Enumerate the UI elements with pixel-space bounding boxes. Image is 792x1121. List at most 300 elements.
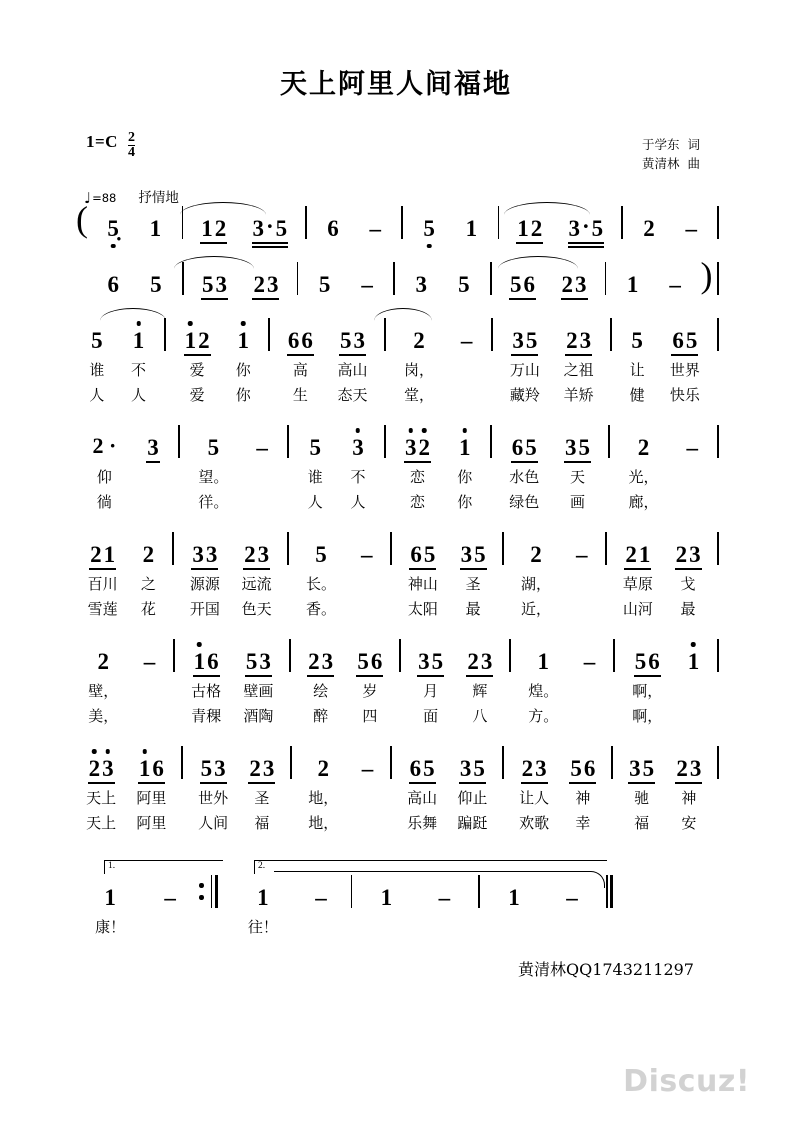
lyric-cell: 地， 地，: [308, 789, 339, 832]
note-number: 6: [107, 272, 120, 297]
note-number: 3: [192, 542, 204, 567]
note-number: 2: [521, 756, 534, 781]
note: [76, 639, 130, 729]
note-number: 1: [537, 649, 549, 674]
lyric-cell: 岗， 堂，: [403, 361, 434, 404]
note-number: 5: [509, 272, 522, 297]
note-group: [76, 746, 126, 836]
barline: [384, 318, 386, 351]
beamed-pair: [459, 757, 486, 780]
note-number: 2: [317, 756, 329, 781]
note: [185, 425, 242, 515]
note-number: 1: [257, 885, 269, 910]
note-sustain-dash: –: [361, 756, 374, 781]
beamed-pair: [245, 650, 272, 673]
note-group: [618, 746, 665, 836]
note-number: 5: [245, 649, 258, 674]
note-number: 5: [578, 435, 591, 460]
beamed-pair: [248, 757, 275, 780]
note-sustain-dash: –: [315, 885, 327, 910]
note-number: 3: [568, 216, 580, 241]
note-number: 3: [321, 649, 334, 674]
lyric-cell: 世界 快乐: [669, 361, 700, 404]
note-group: [180, 639, 232, 729]
barline: [717, 425, 719, 458]
note-number: 6: [523, 272, 535, 297]
measure: [228, 875, 348, 940]
note-number: 1: [380, 885, 393, 910]
note-number: 1: [104, 885, 116, 910]
note-number: 3: [405, 435, 417, 460]
note: [76, 875, 144, 940]
note-number: 5̣: [107, 216, 119, 241]
lyric-cell: 源源 开国: [189, 575, 220, 618]
beamed-pair: [511, 436, 538, 459]
beamed-pair: [675, 543, 702, 566]
note: [294, 425, 337, 515]
measure: [613, 425, 714, 515]
note-number: 5: [570, 756, 582, 781]
lyric-cell: 康！: [95, 918, 126, 936]
note-number: 3: [565, 435, 577, 460]
note: [415, 875, 473, 940]
lyric-cell: [691, 679, 696, 729]
lyric-cell: 世外 人间: [198, 789, 229, 832]
barline: [717, 532, 719, 565]
note-number: 6: [672, 328, 684, 353]
beamed-pair: [138, 757, 165, 780]
barline: [717, 318, 719, 351]
beamed-pair: [409, 543, 436, 566]
note-number: 3: [459, 756, 472, 781]
measure: [389, 425, 487, 515]
beamed-pair: [193, 650, 220, 673]
note: [563, 532, 600, 622]
note-number: 2: [643, 216, 655, 241]
measure: [355, 875, 475, 940]
note-number: 6: [511, 435, 524, 460]
measure: [502, 206, 618, 240]
intro-close-paren: ): [700, 255, 713, 295]
barline: [717, 206, 719, 239]
note: [617, 318, 657, 408]
note: [447, 318, 486, 408]
note-number: 3: [418, 649, 430, 674]
note: [391, 318, 447, 408]
note-number: 2: [214, 216, 227, 241]
note-number: 3: [415, 272, 428, 297]
note-number: 1: [626, 272, 639, 297]
tempo-marking: [84, 186, 179, 206]
note: [133, 425, 173, 515]
beamed-pair: [191, 543, 218, 566]
lyric-cell: [168, 915, 173, 940]
note: [92, 206, 134, 240]
lyric-cell: 阿里 阿里: [136, 789, 167, 832]
note-number: 6: [370, 649, 383, 674]
lyric-cell: 让人 欢歌: [519, 789, 550, 832]
note-number: 5: [423, 756, 435, 781]
measure: [610, 532, 714, 622]
note-group: [552, 318, 606, 408]
barline: [181, 746, 183, 779]
note-sustain-dash: –: [686, 435, 698, 460]
barline: [287, 425, 289, 458]
note-number: 2: [676, 756, 688, 781]
beamed-pair: [200, 757, 227, 780]
note-group: [548, 262, 600, 296]
lyric-cell: 往！: [247, 918, 278, 936]
measure: [618, 639, 714, 729]
note-number: 5: [634, 649, 647, 674]
note-group: [391, 425, 444, 515]
note-number: 5: [431, 649, 444, 674]
barline: [290, 746, 292, 779]
lyric-cell: 水色 绿色: [509, 468, 540, 511]
note: [516, 639, 570, 729]
note: [76, 425, 133, 515]
note-number: 5: [318, 272, 331, 297]
barline: [502, 532, 504, 565]
note: [654, 262, 697, 296]
measure: [495, 425, 605, 515]
note-number: 3: [266, 272, 279, 297]
lyric-cell: 万山 藏羚: [509, 361, 540, 404]
volta-1-label: 1.: [108, 861, 116, 871]
barline: [305, 206, 307, 239]
lyric-cell: 神山 太阳: [407, 575, 438, 618]
note-group: [232, 639, 284, 729]
note-number: 3: [575, 272, 587, 297]
note: [615, 425, 672, 515]
note-group: [664, 532, 713, 622]
note-number: 5: [423, 542, 436, 567]
barline: [393, 262, 395, 295]
note-number: 5: [525, 328, 538, 353]
barline: [390, 532, 392, 565]
beamed-pair: [243, 543, 270, 566]
measure: [295, 746, 387, 836]
score-system-verse-1: [74, 318, 722, 425]
beamed-pair: [287, 329, 314, 352]
barline: [490, 425, 492, 458]
lyric-cell: 神 幸: [575, 789, 591, 832]
beamed-pair: [200, 217, 227, 240]
final-barline: [606, 875, 608, 908]
lyric-cell: [464, 358, 469, 408]
barline: [182, 262, 184, 295]
lyric-cell: 古格 青稞: [191, 682, 222, 725]
note-group: [296, 639, 345, 729]
note-number: 5: [591, 216, 604, 241]
note-number: 3: [512, 328, 524, 353]
note-sustain-dash: –: [669, 272, 681, 297]
beamed-pair: [671, 329, 698, 352]
note-number: 5: [474, 542, 486, 567]
lyric-cell: 辉 八: [472, 682, 488, 725]
note-number: 5: [423, 216, 435, 241]
measure: [90, 206, 179, 240]
lyric-cell: 湖， 近，: [520, 575, 551, 618]
lyric-cell: 不 人: [131, 361, 147, 404]
note-number: 1: [458, 435, 471, 460]
beamed-pair: [511, 329, 538, 352]
barline: [401, 206, 403, 239]
note: [135, 262, 178, 296]
note-number: 6: [648, 649, 660, 674]
note-group: [406, 639, 455, 729]
note-number: 2: [530, 542, 542, 567]
note-group: [509, 746, 559, 836]
note-number: 5: [150, 272, 162, 297]
lyric-cell: 神 安: [681, 789, 697, 832]
note-group: [497, 425, 552, 515]
page-title: 天上阿里人间福地: [280, 69, 512, 100]
barline: [268, 318, 270, 351]
volta-bracket-2: [254, 860, 607, 874]
measure: [495, 262, 602, 296]
note-number: 3: [147, 435, 159, 460]
note: [408, 206, 450, 240]
lyric-cell: 绘 醉: [313, 682, 329, 725]
measure: [514, 639, 610, 729]
lyric-cell: 让 健: [629, 361, 645, 404]
lyric-cell: 高山 乐舞: [407, 789, 438, 832]
note-number: 2: [625, 542, 637, 567]
note-number: 5: [201, 272, 214, 297]
measure: [74, 318, 161, 408]
barline: [490, 262, 492, 295]
measure: [292, 532, 387, 622]
lyric-cell: [579, 572, 584, 622]
note-group: [171, 318, 223, 408]
lyric-cell: [364, 572, 369, 622]
lyric-cell: [365, 786, 370, 836]
beamed-dotted-pair: [252, 214, 289, 240]
note: [444, 425, 485, 515]
note-number: 5: [685, 328, 698, 353]
beamed-pair: [634, 650, 661, 673]
note-number: 1: [149, 216, 162, 241]
lyric-cell: 圣 福: [254, 789, 270, 832]
barline: [182, 206, 184, 239]
repeat-end-barline: [215, 875, 218, 908]
note-number: 5: [91, 328, 103, 353]
lyric-cell: 仰止 蹁跹: [457, 789, 488, 832]
watermark: Discuz!: [623, 1064, 750, 1099]
note-number: 6: [327, 216, 339, 241]
note-number: 5: [340, 328, 352, 353]
quarter-note-icon: ♩: [84, 189, 92, 207]
measure: [74, 532, 169, 622]
measure: [294, 639, 396, 729]
note-group: [240, 262, 292, 296]
lyric-cell: 不 人: [350, 468, 366, 511]
barline: [610, 318, 612, 351]
credits-block: [642, 135, 700, 174]
note-number: 5: [207, 435, 220, 460]
score-system-verse-2: [74, 425, 722, 532]
note-group: [76, 532, 129, 622]
footer-signature: 黄清林QQ1743211297: [517, 960, 694, 979]
lyric-cell: 驰 福: [634, 789, 650, 832]
augmentation-dot: ·: [266, 214, 274, 239]
note-group: [188, 746, 238, 836]
note-group: [497, 262, 549, 296]
measure: [395, 532, 499, 622]
note-number: 3: [215, 272, 227, 297]
note-number: 1: [687, 649, 700, 674]
note: [92, 262, 135, 296]
beamed-pair: [409, 757, 436, 780]
note-group: [559, 746, 606, 836]
measure: [616, 746, 714, 836]
lyric-cell: 草原 山河: [622, 575, 653, 618]
score-system-verse-3: [74, 532, 722, 639]
barline: [491, 318, 493, 351]
lyric-cell: [690, 465, 695, 515]
note: [543, 875, 601, 940]
lyric-cell: 长。 香。: [306, 575, 337, 618]
note: [570, 639, 608, 729]
beamed-pair: [565, 329, 592, 352]
volta-bracket-1: [104, 860, 223, 874]
barline: [613, 639, 615, 672]
lyric-cell: 百川 雪莲: [87, 575, 118, 618]
note-number: 6: [207, 649, 219, 674]
lyric-cell: 之 花: [140, 575, 156, 618]
barline: [605, 532, 607, 565]
note-sustain-dash: –: [575, 542, 588, 567]
note-number: 2: [561, 272, 573, 297]
note: [509, 532, 563, 622]
note: [628, 206, 670, 240]
beamed-pair: [521, 757, 548, 780]
tempo-bpm: [84, 188, 116, 206]
barline: [509, 639, 511, 672]
note-number: 2: [88, 756, 101, 781]
note-sustain-dash: –: [685, 216, 698, 241]
lyric-cell: [384, 915, 389, 940]
note-group: [449, 532, 498, 622]
note-number: 3: [205, 542, 218, 567]
note-number: 3: [352, 435, 364, 460]
note: [144, 875, 196, 940]
note: [485, 875, 543, 940]
note-group: [612, 532, 664, 622]
lyric-cell: 你 你: [235, 361, 251, 404]
note: [129, 532, 167, 622]
beamed-pair: [564, 436, 591, 459]
barline: [172, 532, 174, 565]
note-number: 2: [90, 542, 102, 567]
note: [443, 262, 486, 296]
composer-credit: 黄清林 曲: [642, 156, 700, 172]
measure: [74, 639, 170, 729]
measure: [609, 262, 698, 296]
note-number: 3: [262, 756, 275, 781]
lyric-cell: 之祖 羊矫: [563, 361, 594, 404]
lyric-cell: 天上 天上: [86, 789, 117, 832]
note-number: 3: [629, 756, 641, 781]
note-number: 3: [689, 756, 702, 781]
dotted-note: 2 ·: [92, 433, 117, 458]
note-number: 2: [97, 649, 109, 674]
note: [297, 746, 349, 836]
note-number: 1: [193, 649, 206, 674]
note-number: 3: [460, 542, 473, 567]
note-number: 1: [201, 216, 213, 241]
score-system-intro-1: [74, 199, 722, 262]
note-number: 2: [418, 435, 430, 460]
note-number: 1: [237, 328, 250, 353]
beamed-pair: [201, 273, 228, 296]
note-number: 2: [249, 756, 261, 781]
measure: [273, 318, 381, 408]
lyric-cell: [319, 915, 324, 940]
note-group: [239, 206, 300, 240]
measure: [186, 746, 287, 836]
intro-open-paren: (: [76, 199, 88, 239]
barline: [297, 262, 299, 295]
note-number: 5: [315, 542, 327, 567]
beamed-pair: [675, 757, 702, 780]
note-group: [345, 639, 394, 729]
measure: [74, 746, 178, 836]
note: [357, 875, 415, 940]
note-number: 6: [287, 328, 300, 353]
note: [346, 262, 389, 296]
note-sustain-dash: –: [360, 542, 373, 567]
barline: [287, 532, 289, 565]
lyric-cell: 望。 徉。: [198, 468, 229, 511]
lyric-cell: 戈 最: [680, 575, 696, 618]
lyric-cell: 壁画 酒陶: [243, 682, 274, 725]
measure: [398, 262, 487, 296]
barline: [498, 206, 500, 239]
barline: [478, 875, 480, 908]
barline: [390, 746, 392, 779]
measure: [183, 425, 284, 515]
barline: [351, 875, 353, 908]
volta-2-label: 2.: [258, 861, 266, 871]
note: [118, 318, 160, 408]
note: [223, 318, 263, 408]
note-group: [397, 532, 449, 622]
note-sustain-dash: –: [566, 885, 578, 910]
key-label: 1=C: [86, 132, 118, 151]
barline: [717, 746, 719, 779]
note: [672, 425, 712, 515]
note-sustain-dash: –: [164, 885, 176, 910]
tempo-value: =88: [92, 191, 117, 205]
note-number: 2: [198, 328, 210, 353]
note: [296, 875, 346, 940]
note: [242, 425, 282, 515]
lyric-cell: 远流 色天: [241, 575, 272, 618]
note: [354, 206, 396, 240]
note-number: 6: [301, 328, 313, 353]
lyric-cell: 仰 徜: [96, 468, 112, 511]
time-numerator: 2: [127, 130, 135, 145]
note: [450, 206, 492, 240]
note: [670, 206, 712, 240]
beamed-pair: [307, 650, 334, 673]
beamed-pair: [516, 217, 543, 240]
lyric-cell: 天 画: [570, 468, 586, 511]
note-number: 3: [689, 542, 701, 567]
note-sustain-dash: –: [460, 328, 473, 353]
